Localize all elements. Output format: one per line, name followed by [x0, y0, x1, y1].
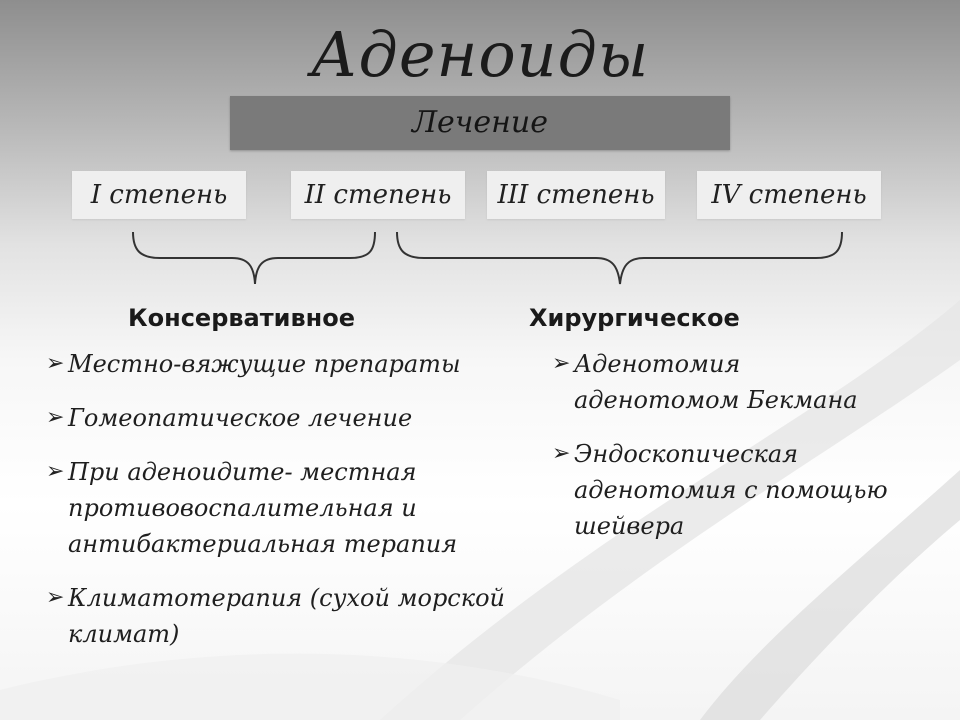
surgical-list — [552, 346, 892, 544]
arrow-bullet-icon: ➢ — [46, 405, 65, 430]
list-item: ➢ При аденоидите- местная противовоспалительная и антибактериальная терапия — [46, 454, 516, 562]
list-item: ➢ Местно-вяжущие препараты — [46, 346, 516, 382]
degree-3-box: III степень — [487, 171, 665, 219]
conservative-title: Консервативное — [128, 304, 356, 332]
arrow-bullet-icon: ➢ — [552, 351, 571, 376]
conservative-list — [46, 346, 516, 652]
arrow-bullet-icon: ➢ — [46, 585, 65, 610]
list-item: ➢ Климатотерапия (сухой морской климат) — [46, 580, 516, 652]
degree-1-box: I степень — [72, 171, 246, 219]
arrow-bullet-icon: ➢ — [46, 459, 65, 484]
list-item: ➢ Гомеопатическое лечение — [46, 400, 516, 436]
arrow-bullet-icon: ➢ — [46, 351, 65, 376]
degree-4-box: IV степень — [697, 171, 881, 219]
treatment-bar: Лечение — [230, 96, 730, 150]
list-item: ➢ Эндоскопическая аденотомия с помощью шейвера — [552, 436, 892, 544]
page-title: Аденоиды — [310, 18, 650, 91]
list-item: ➢ Аденотомия аденотомом Бекмана — [552, 346, 892, 418]
surgical-title: Хирургическое — [529, 304, 740, 332]
arrow-bullet-icon: ➢ — [552, 441, 571, 466]
degree-2-box: II степень — [291, 171, 465, 219]
